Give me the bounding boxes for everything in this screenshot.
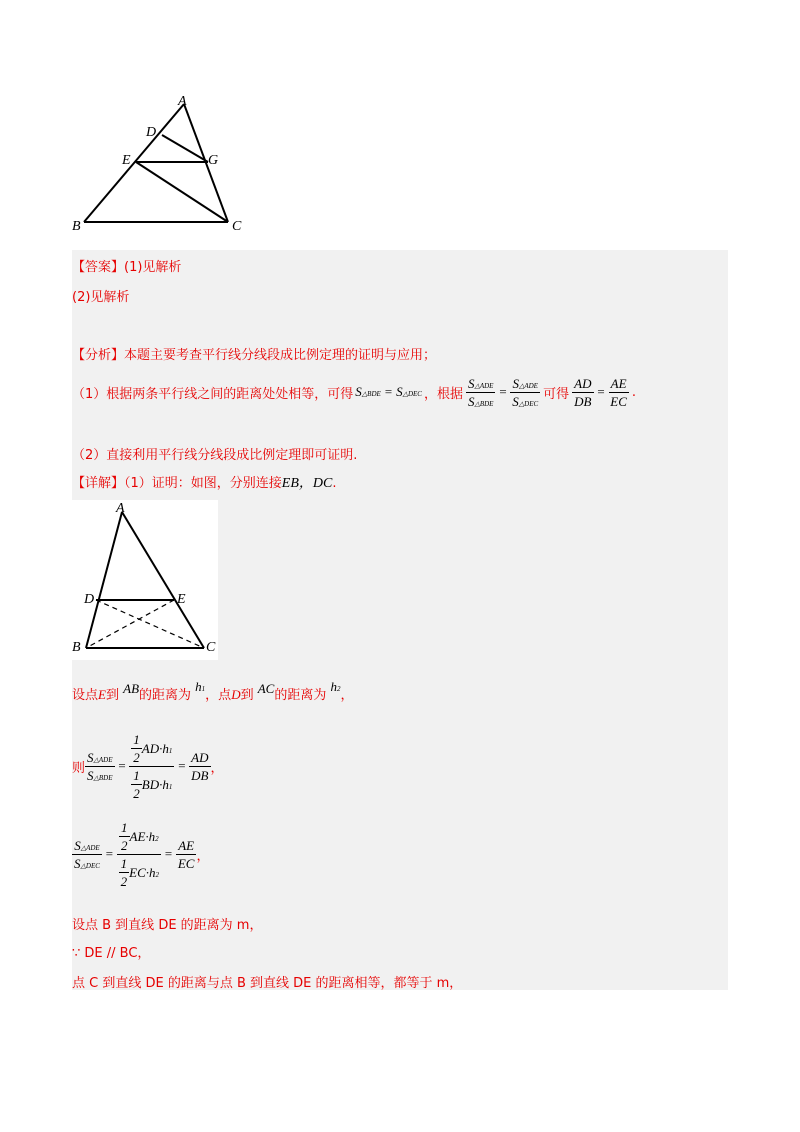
frac-AE-EC: $\frac{AE}{EC}$ bbox=[610, 375, 627, 409]
analysis-line1-c: 可得 bbox=[543, 386, 570, 402]
label-E: E bbox=[122, 153, 131, 168]
label-C: C bbox=[232, 219, 242, 234]
equation-ratio-1: 则 $\frac{\text{S△ADE}}{\text{S△BDE}}$ = $\frac{1}{2}$ AD·h1 $\frac{1}{2}$ BD·h1 = $\frac{AD}{DB}$ ， bbox=[72, 731, 224, 801]
frac-SADE-SDEC: $\frac{\text{S△ADE}}{\text{S△DEC}}$ bbox=[74, 837, 100, 871]
answer-line-1 bbox=[72, 256, 181, 275]
frac-half-ADh1-half-BDh1: $\frac{1}{2}$ AD·h1 $\frac{1}{2}$ BD·h1 bbox=[129, 733, 174, 800]
detail-intro: 【详解】（1）证明：如图，分别连接EB，DC. bbox=[72, 476, 337, 491]
answer-part2: (2)见解析 bbox=[72, 290, 130, 305]
eq-S-BDE-eq-S-DEC: S△BDE = S△DEC bbox=[355, 384, 422, 399]
analysis-intro bbox=[72, 344, 436, 363]
figure-triangle-1 bbox=[60, 90, 260, 240]
frac-S-ADE-over-S-BDE: $\frac{\text{S△ADE}}{\text{S△BDE}}$ bbox=[467, 375, 494, 409]
analysis-line-2 bbox=[72, 444, 357, 463]
detail-intro-text: （1）证明：如图，分别连接 bbox=[124, 476, 282, 491]
m-distance-line: 设点 B 到直线 DE 的距离为 m， bbox=[72, 918, 263, 933]
frac-AE-EC-2: $\frac{AE}{EC}$ bbox=[177, 837, 195, 871]
label-A: A bbox=[178, 94, 187, 109]
answer-part1: (1)见解析 bbox=[124, 260, 182, 275]
frac-AD-DB: $\frac{AD}{DB}$ bbox=[574, 375, 592, 409]
analysis-tag: 【分析】 bbox=[72, 348, 125, 363]
analysis-line1-b: ，根据 bbox=[423, 386, 463, 402]
figure-triangle-2 bbox=[72, 500, 218, 660]
fig2-label-B: B bbox=[72, 640, 81, 655]
fig2-label-E: E bbox=[177, 592, 186, 607]
frac-half-AEh2-half-ECh2: $\frac{1}{2}$ AE·h2 $\frac{1}{2}$ EC·h2 bbox=[117, 821, 161, 888]
analysis-line1-a: （1）根据两条平行线之间的距离处处相等，可得 bbox=[72, 386, 354, 402]
frac-SADE-SBDE: $\frac{\text{S△ADE}}{\text{S△BDE}}$ bbox=[87, 749, 113, 783]
segment-EC bbox=[136, 162, 228, 222]
analysis-line-1: （1）根据两条平行线之间的距离处处相等，可得 S△BDE = S△DEC ，根据 $\frac{\text{S△ADE}}{\text{S△BDE}}$ = $\frac{\text{S△ADE}}{\text{S△DEC}}$ 可得 $\frac{AD}{DB}$ = $\frac{AE}{EC}$ . bbox=[72, 375, 637, 409]
label-G: G bbox=[208, 153, 219, 168]
equal-distance-line: 点 C 到直线 DE 的距离与点 B 到直线 DE 的距离相等，都等于 m， bbox=[72, 976, 463, 991]
frac-AD-DB-2: $\frac{AD}{DB}$ bbox=[191, 749, 209, 783]
label-D: D bbox=[146, 125, 157, 140]
analysis-intro-text: 本题主要考查平行线分线段成比例定理的证明与应用； bbox=[124, 348, 437, 363]
label-B: B bbox=[72, 219, 81, 234]
detail-tag: 【详解】 bbox=[72, 476, 125, 491]
answer-tag: 【答案】 bbox=[72, 260, 125, 275]
fig2-label-D: D bbox=[84, 592, 95, 607]
connect-EB-DC: EB，DC bbox=[281, 476, 333, 491]
analysis-line2-text: （2）直接利用平行线分线段成比例定理即可证明. bbox=[72, 448, 358, 463]
fig2-label-A: A bbox=[116, 501, 125, 516]
frac-S-ADE-over-S-DEC: $\frac{\text{S△ADE}}{\text{S△DEC}}$ bbox=[512, 375, 539, 409]
because-parallel-line: ∵ DE // BC， bbox=[72, 946, 151, 961]
fig2-label-C: C bbox=[206, 640, 216, 655]
equation-ratio-2: $\frac{\text{S△ADE}}{\text{S△DEC}}$ = $\frac{1}{2}$ AE·h2 $\frac{1}{2}$ EC·h2 = $\frac{AE}{EC}$ ， bbox=[74, 819, 210, 889]
answer-line-2 bbox=[72, 286, 129, 305]
set-distance-line: 设点E到 AB的距离为 h1，点D到 AC的距离为 h2， bbox=[72, 679, 354, 703]
